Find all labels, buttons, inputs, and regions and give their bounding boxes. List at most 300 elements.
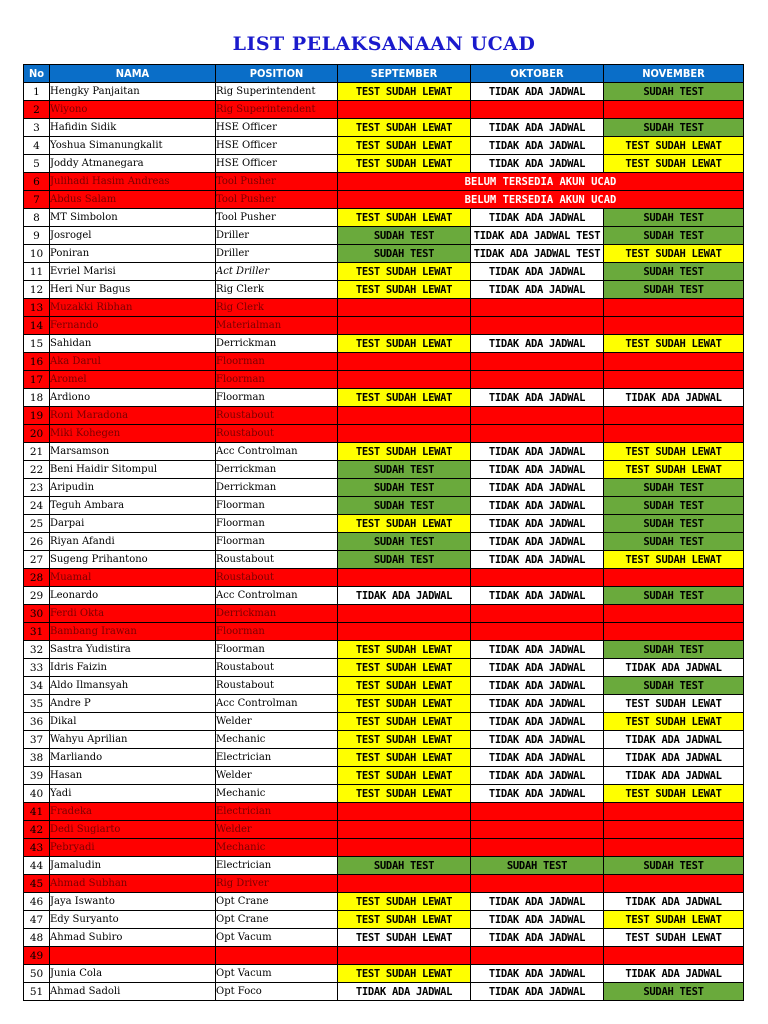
row-number: 45	[24, 875, 50, 893]
status-november: SUDAH TEST	[604, 497, 744, 515]
row-name: Junia Cola	[50, 965, 216, 983]
row-name: Marsamson	[50, 443, 216, 461]
status-september	[338, 875, 471, 893]
row-number: 39	[24, 767, 50, 785]
status-oktober	[471, 101, 604, 119]
status-september	[338, 299, 471, 317]
row-position: Opt Crane	[216, 893, 338, 911]
status-oktober: TIDAK ADA JADWAL TEST	[471, 245, 604, 263]
table-row	[24, 623, 744, 641]
status-september	[338, 569, 471, 587]
status-november: SUDAH TEST	[604, 983, 744, 1001]
status-november: SUDAH TEST	[604, 83, 744, 101]
status-november	[604, 947, 744, 965]
status-oktober: TIDAK ADA JADWAL	[471, 911, 604, 929]
row-name: Ardiono	[50, 389, 216, 407]
status-november: SUDAH TEST	[604, 641, 744, 659]
row-position: Floorman	[216, 353, 338, 371]
row-name: Ahmad Sadoli	[50, 983, 216, 1001]
status-oktober: TIDAK ADA JADWAL	[471, 749, 604, 767]
status-september: SUDAH TEST	[338, 533, 471, 551]
row-number: 15	[24, 335, 50, 353]
status-september: TEST SUDAH LEWAT	[338, 965, 471, 983]
status-september: TEST SUDAH LEWAT	[338, 695, 471, 713]
table-row	[24, 317, 744, 335]
table-row	[24, 83, 744, 101]
table-row	[24, 497, 744, 515]
table-row	[24, 137, 744, 155]
status-september	[338, 803, 471, 821]
table-row	[24, 353, 744, 371]
row-number: 23	[24, 479, 50, 497]
row-name: Wiyono	[50, 101, 216, 119]
row-number: 19	[24, 407, 50, 425]
row-number: 7	[24, 191, 50, 209]
row-position: Derrickman	[216, 335, 338, 353]
status-oktober	[471, 317, 604, 335]
row-position: Derrickman	[216, 461, 338, 479]
row-name: Hasan	[50, 767, 216, 785]
row-number: 28	[24, 569, 50, 587]
table-row	[24, 569, 744, 587]
status-oktober	[471, 821, 604, 839]
table-row	[24, 749, 744, 767]
status-november: SUDAH TEST	[604, 479, 744, 497]
table-row	[24, 605, 744, 623]
status-september: TEST SUDAH LEWAT	[338, 659, 471, 677]
table-row	[24, 695, 744, 713]
row-number: 33	[24, 659, 50, 677]
table-row	[24, 551, 744, 569]
table-row	[24, 713, 744, 731]
row-name: Sahidan	[50, 335, 216, 353]
row-position: Rig Superintendent	[216, 83, 338, 101]
row-name: Ahmad Subiro	[50, 929, 216, 947]
status-november: TIDAK ADA JADWAL	[604, 893, 744, 911]
table-row	[24, 911, 744, 929]
status-november: TEST SUDAH LEWAT	[604, 245, 744, 263]
row-name: Aromel	[50, 371, 216, 389]
row-number: 40	[24, 785, 50, 803]
status-september: TEST SUDAH LEWAT	[338, 785, 471, 803]
table-row	[24, 389, 744, 407]
table-row	[24, 227, 744, 245]
table-row	[24, 659, 744, 677]
table-row	[24, 803, 744, 821]
status-oktober	[471, 839, 604, 857]
row-position: Welder	[216, 821, 338, 839]
row-position: Floorman	[216, 623, 338, 641]
status-september: TEST SUDAH LEWAT	[338, 677, 471, 695]
table-row	[24, 947, 744, 965]
status-september: TEST SUDAH LEWAT	[338, 281, 471, 299]
row-position: HSE Officer	[216, 119, 338, 137]
row-position: Driller	[216, 245, 338, 263]
row-number: 34	[24, 677, 50, 695]
row-name: Sugeng Prihantono	[50, 551, 216, 569]
status-oktober: TIDAK ADA JADWAL	[471, 641, 604, 659]
status-september	[338, 353, 471, 371]
header-nama: NAMA	[50, 65, 216, 83]
table-row	[24, 875, 744, 893]
row-name: Ahmad Subhan	[50, 875, 216, 893]
status-september: SUDAH TEST	[338, 227, 471, 245]
status-november: TEST SUDAH LEWAT	[604, 929, 744, 947]
row-number: 6	[24, 173, 50, 191]
status-november: SUDAH TEST	[604, 677, 744, 695]
table-row	[24, 191, 744, 209]
header-position: POSITION	[216, 65, 338, 83]
row-name: Muzakki Ribhan	[50, 299, 216, 317]
row-name: Yoshua Simanungkalit	[50, 137, 216, 155]
row-number: 49	[24, 947, 50, 965]
row-number: 25	[24, 515, 50, 533]
row-number: 12	[24, 281, 50, 299]
status-oktober	[471, 371, 604, 389]
status-november	[604, 821, 744, 839]
status-november	[604, 623, 744, 641]
status-november	[604, 803, 744, 821]
status-september	[338, 623, 471, 641]
row-position: Acc Controlman	[216, 443, 338, 461]
row-position: Roustabout	[216, 425, 338, 443]
row-name: Bambang Irawan	[50, 623, 216, 641]
table-row	[24, 479, 744, 497]
status-november	[604, 407, 744, 425]
row-position: HSE Officer	[216, 155, 338, 173]
status-oktober: TIDAK ADA JADWAL TEST	[471, 227, 604, 245]
table-row	[24, 929, 744, 947]
row-number: 38	[24, 749, 50, 767]
status-oktober: TIDAK ADA JADWAL	[471, 659, 604, 677]
row-name: Sastra Yudistira	[50, 641, 216, 659]
row-number: 36	[24, 713, 50, 731]
row-number: 17	[24, 371, 50, 389]
status-september: TEST SUDAH LEWAT	[338, 83, 471, 101]
status-oktober: TIDAK ADA JADWAL	[471, 767, 604, 785]
status-november	[604, 101, 744, 119]
row-position: Electrician	[216, 749, 338, 767]
status-november	[604, 875, 744, 893]
row-name: Julihadi Hasim Andreas	[50, 173, 216, 191]
page-title: LIST PELAKSANAAN UCAD	[232, 33, 536, 55]
status-november: TIDAK ADA JADWAL	[604, 767, 744, 785]
status-september: TEST SUDAH LEWAT	[338, 515, 471, 533]
status-september: SUDAH TEST	[338, 461, 471, 479]
table-row	[24, 299, 744, 317]
row-name: Joddy Atmanegara	[50, 155, 216, 173]
row-name: Pebryadi	[50, 839, 216, 857]
status-oktober: TIDAK ADA JADWAL	[471, 335, 604, 353]
status-oktober: TIDAK ADA JADWAL	[471, 587, 604, 605]
status-oktober	[471, 569, 604, 587]
row-position: Tool Pusher	[216, 173, 338, 191]
status-september: SUDAH TEST	[338, 479, 471, 497]
row-name: Beni Haidir Sitompul	[50, 461, 216, 479]
row-position: Opt Crane	[216, 911, 338, 929]
status-november: SUDAH TEST	[604, 119, 744, 137]
status-oktober: SUDAH TEST	[471, 857, 604, 875]
status-november: TEST SUDAH LEWAT	[604, 551, 744, 569]
row-position: Mechanic	[216, 731, 338, 749]
table-row	[24, 983, 744, 1001]
row-name: Muamal	[50, 569, 216, 587]
status-oktober: TIDAK ADA JADWAL	[471, 119, 604, 137]
status-november: SUDAH TEST	[604, 533, 744, 551]
status-september	[338, 407, 471, 425]
table-row	[24, 821, 744, 839]
table-row	[24, 893, 744, 911]
row-number: 3	[24, 119, 50, 137]
row-position: Electrician	[216, 857, 338, 875]
status-november: SUDAH TEST	[604, 587, 744, 605]
row-position: Opt Vacum	[216, 965, 338, 983]
row-number: 43	[24, 839, 50, 857]
status-oktober	[471, 605, 604, 623]
row-name: Hengky Panjaitan	[50, 83, 216, 101]
row-position: Driller	[216, 227, 338, 245]
row-position: Rig Superintendent	[216, 101, 338, 119]
status-oktober: TIDAK ADA JADWAL	[471, 263, 604, 281]
table-row	[24, 443, 744, 461]
row-name: MT Simbolon	[50, 209, 216, 227]
status-september: TEST SUDAH LEWAT	[338, 137, 471, 155]
row-account-status: BELUM TERSEDIA AKUN UCAD	[338, 191, 744, 209]
row-number: 30	[24, 605, 50, 623]
status-november: TEST SUDAH LEWAT	[604, 785, 744, 803]
header-no: No	[24, 65, 50, 83]
status-oktober: TIDAK ADA JADWAL	[471, 155, 604, 173]
table-row	[24, 965, 744, 983]
status-september: SUDAH TEST	[338, 245, 471, 263]
status-september: TIDAK ADA JADWAL	[338, 983, 471, 1001]
table-row	[24, 767, 744, 785]
status-november: TEST SUDAH LEWAT	[604, 713, 744, 731]
row-position: Rig Driver	[216, 875, 338, 893]
status-november: SUDAH TEST	[604, 857, 744, 875]
row-position: Derrickman	[216, 605, 338, 623]
header-oktober: OKTOBER	[471, 65, 604, 83]
table-row	[24, 209, 744, 227]
status-september: TEST SUDAH LEWAT	[338, 641, 471, 659]
row-number: 5	[24, 155, 50, 173]
row-position: Mechanic	[216, 785, 338, 803]
row-number: 48	[24, 929, 50, 947]
row-name: Teguh Ambara	[50, 497, 216, 515]
row-number: 42	[24, 821, 50, 839]
row-number: 44	[24, 857, 50, 875]
status-november: SUDAH TEST	[604, 227, 744, 245]
status-november	[604, 371, 744, 389]
status-november	[604, 425, 744, 443]
status-september: TEST SUDAH LEWAT	[338, 209, 471, 227]
table-row	[24, 533, 744, 551]
status-november: TEST SUDAH LEWAT	[604, 461, 744, 479]
row-number: 18	[24, 389, 50, 407]
status-november: TEST SUDAH LEWAT	[604, 155, 744, 173]
status-november: TEST SUDAH LEWAT	[604, 695, 744, 713]
row-position: Rig Clerk	[216, 281, 338, 299]
status-oktober	[471, 353, 604, 371]
row-position: Roustabout	[216, 407, 338, 425]
status-november: TEST SUDAH LEWAT	[604, 443, 744, 461]
table-row	[24, 515, 744, 533]
table-row	[24, 155, 744, 173]
row-number: 32	[24, 641, 50, 659]
status-september: TEST SUDAH LEWAT	[338, 389, 471, 407]
row-position: Mechanic	[216, 839, 338, 857]
status-september: TEST SUDAH LEWAT	[338, 731, 471, 749]
row-position: Electrician	[216, 803, 338, 821]
table-row	[24, 119, 744, 137]
row-name: Miki Kohegen	[50, 425, 216, 443]
status-oktober: TIDAK ADA JADWAL	[471, 929, 604, 947]
table-row	[24, 839, 744, 857]
status-oktober: TIDAK ADA JADWAL	[471, 389, 604, 407]
row-name: Heri Nur Bagus	[50, 281, 216, 299]
status-oktober: TIDAK ADA JADWAL	[471, 281, 604, 299]
status-oktober: TIDAK ADA JADWAL	[471, 83, 604, 101]
row-number: 29	[24, 587, 50, 605]
status-oktober	[471, 803, 604, 821]
status-september: TEST SUDAH LEWAT	[338, 263, 471, 281]
row-name: Evriel Marisi	[50, 263, 216, 281]
status-september	[338, 821, 471, 839]
status-oktober: TIDAK ADA JADWAL	[471, 497, 604, 515]
status-oktober	[471, 623, 604, 641]
row-position: Roustabout	[216, 659, 338, 677]
table-row	[24, 785, 744, 803]
row-number: 21	[24, 443, 50, 461]
row-name: Marliando	[50, 749, 216, 767]
header-september: SEPTEMBER	[338, 65, 471, 83]
row-name: Poniran	[50, 245, 216, 263]
status-november: SUDAH TEST	[604, 263, 744, 281]
row-name: Josrogel	[50, 227, 216, 245]
status-november: SUDAH TEST	[604, 209, 744, 227]
row-number: 20	[24, 425, 50, 443]
row-position: Rig Clerk	[216, 299, 338, 317]
status-oktober: TIDAK ADA JADWAL	[471, 551, 604, 569]
row-name: Fernando	[50, 317, 216, 335]
ucad-table	[23, 64, 744, 1001]
status-september: TEST SUDAH LEWAT	[338, 119, 471, 137]
status-september: TEST SUDAH LEWAT	[338, 767, 471, 785]
status-november: TIDAK ADA JADWAL	[604, 749, 744, 767]
status-september	[338, 605, 471, 623]
status-oktober: TIDAK ADA JADWAL	[471, 713, 604, 731]
status-oktober: TIDAK ADA JADWAL	[471, 731, 604, 749]
row-name: Idris Faizin	[50, 659, 216, 677]
row-name: Aka Darul	[50, 353, 216, 371]
row-name: Jaya Iswanto	[50, 893, 216, 911]
table-row	[24, 263, 744, 281]
row-position: Act Driller	[216, 263, 338, 281]
status-september	[338, 371, 471, 389]
status-oktober: TIDAK ADA JADWAL	[471, 677, 604, 695]
status-september	[338, 425, 471, 443]
row-position: Welder	[216, 713, 338, 731]
row-position: Opt Foco	[216, 983, 338, 1001]
status-oktober: TIDAK ADA JADWAL	[471, 515, 604, 533]
status-november	[604, 605, 744, 623]
row-number: 47	[24, 911, 50, 929]
status-oktober: TIDAK ADA JADWAL	[471, 461, 604, 479]
row-position: Welder	[216, 767, 338, 785]
row-name: Jamaludin	[50, 857, 216, 875]
row-name: Ferdi Okta	[50, 605, 216, 623]
status-oktober: TIDAK ADA JADWAL	[471, 137, 604, 155]
row-position: Floorman	[216, 641, 338, 659]
row-number: 27	[24, 551, 50, 569]
status-september: SUDAH TEST	[338, 497, 471, 515]
row-position: Opt Vacum	[216, 929, 338, 947]
row-name: Abdus Salam	[50, 191, 216, 209]
row-name: Hafidin Sidik	[50, 119, 216, 137]
header-november: NOVEMBER	[604, 65, 744, 83]
status-oktober: TIDAK ADA JADWAL	[471, 893, 604, 911]
status-november: TIDAK ADA JADWAL	[604, 731, 744, 749]
status-november: TIDAK ADA JADWAL	[604, 389, 744, 407]
row-number: 16	[24, 353, 50, 371]
table-row	[24, 587, 744, 605]
row-name: Riyan Afandi	[50, 533, 216, 551]
status-september: TEST SUDAH LEWAT	[338, 929, 471, 947]
status-oktober: TIDAK ADA JADWAL	[471, 983, 604, 1001]
row-number: 46	[24, 893, 50, 911]
status-september: TEST SUDAH LEWAT	[338, 713, 471, 731]
status-september: SUDAH TEST	[338, 857, 471, 875]
table-row	[24, 425, 744, 443]
status-november	[604, 569, 744, 587]
table-row	[24, 641, 744, 659]
row-number: 13	[24, 299, 50, 317]
status-november	[604, 317, 744, 335]
status-oktober: TIDAK ADA JADWAL	[471, 695, 604, 713]
status-september: TEST SUDAH LEWAT	[338, 749, 471, 767]
row-number: 41	[24, 803, 50, 821]
row-name	[50, 947, 216, 965]
row-position: Roustabout	[216, 677, 338, 695]
row-number: 51	[24, 983, 50, 1001]
row-name: Aldo Ilmansyah	[50, 677, 216, 695]
row-position: Floorman	[216, 389, 338, 407]
row-position	[216, 947, 338, 965]
status-oktober: TIDAK ADA JADWAL	[471, 533, 604, 551]
status-september	[338, 947, 471, 965]
status-oktober: TIDAK ADA JADWAL	[471, 785, 604, 803]
table-row	[24, 857, 744, 875]
row-number: 1	[24, 83, 50, 101]
row-account-status: BELUM TERSEDIA AKUN UCAD	[338, 173, 744, 191]
status-oktober: TIDAK ADA JADWAL	[471, 479, 604, 497]
table-row	[24, 677, 744, 695]
row-position: Tool Pusher	[216, 209, 338, 227]
status-oktober: TIDAK ADA JADWAL	[471, 443, 604, 461]
table-row	[24, 335, 744, 353]
row-name: Dedi Sugiarto	[50, 821, 216, 839]
status-oktober	[471, 947, 604, 965]
row-position: Floorman	[216, 533, 338, 551]
status-november: TEST SUDAH LEWAT	[604, 137, 744, 155]
table-row	[24, 461, 744, 479]
row-number: 22	[24, 461, 50, 479]
row-position: Acc Controlman	[216, 587, 338, 605]
status-november	[604, 839, 744, 857]
status-november	[604, 353, 744, 371]
status-oktober	[471, 299, 604, 317]
status-november: TEST SUDAH LEWAT	[604, 335, 744, 353]
